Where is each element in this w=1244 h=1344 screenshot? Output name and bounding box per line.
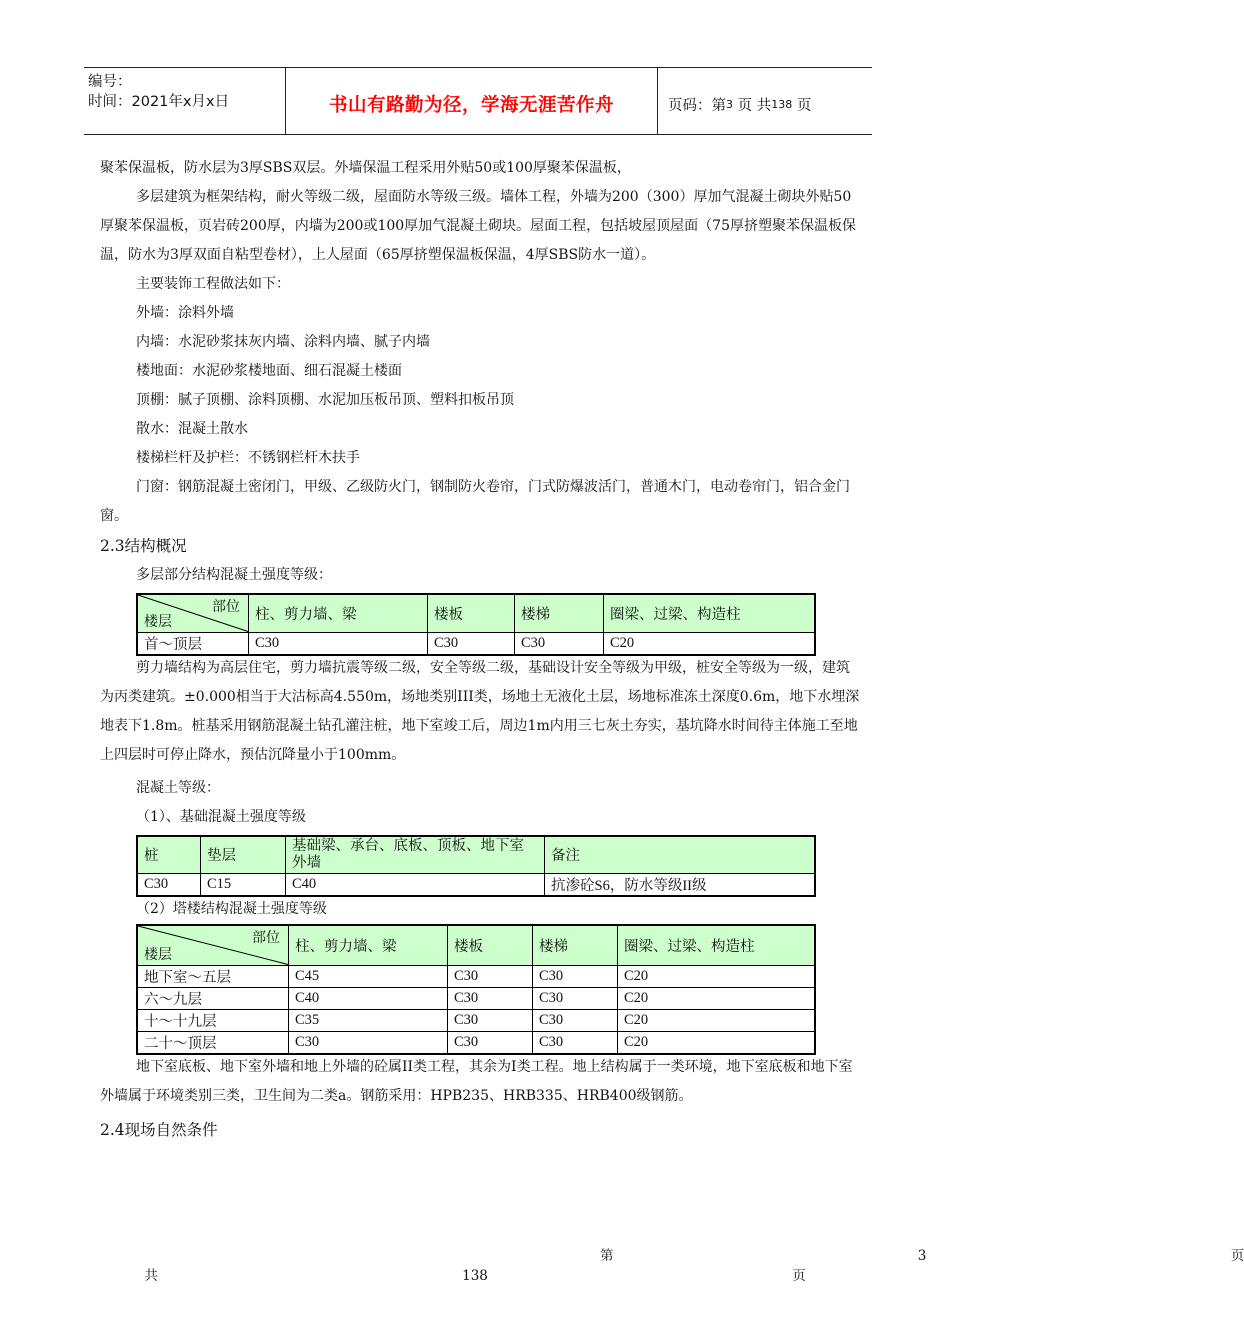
paragraph: 外墙：涂料外墙: [136, 305, 234, 321]
table-cell: C30: [533, 987, 618, 1009]
table-cell: C30: [448, 1009, 533, 1031]
section-heading: 2.4现场自然条件: [100, 1120, 218, 1139]
header-cell: 柱、剪力墙、梁: [249, 594, 428, 632]
table-cell: C20: [618, 1009, 816, 1031]
table-cell: C30: [533, 1031, 618, 1054]
corner-top-label: 部位: [252, 931, 280, 946]
header-cell: 备注: [545, 836, 816, 874]
paragraph: 楼梯栏杆及护栏：不锈钢栏杆木扶手: [136, 450, 360, 466]
page-header: [84, 67, 872, 135]
header-cell: 基础梁、承台、底板、顶板、地下室外墙: [286, 836, 545, 874]
table-row: [137, 1031, 815, 1054]
header-cell: 楼板: [428, 594, 515, 632]
paragraph: 多层建筑为框架结构，耐火等级二级，屋面防水等级三级。墙体工程，外墙为200（300）厚加气混凝土砌块外贴50厚聚苯保温板，页岩砖200厚，内墙为200或100厚加气混凝土砌块。屋面工程，包括坡屋顶屋面（75厚挤塑聚苯保温板保温，防水为3厚双面自粘型卷材），上人屋面（65厚挤塑保温板保温，4厚SBS防水一道）。: [100, 189, 856, 263]
header-cell: 垫层: [201, 836, 286, 874]
table-header-row: [137, 836, 815, 874]
table-cell: C20: [604, 632, 816, 655]
table-multistory-concrete: [136, 593, 816, 656]
table-cell: C30: [448, 1031, 533, 1054]
table-cell: C30: [448, 987, 533, 1009]
footer-page-total: 138: [462, 1268, 488, 1284]
table-cell: C40: [286, 874, 545, 897]
table-cell: 二十～顶层: [137, 1031, 289, 1054]
header-page-total: 138: [771, 97, 793, 111]
page-footer: 第 3 页 共 138 页: [144, 1248, 1244, 1284]
table-header-row: [137, 594, 815, 632]
table-cell: 抗渗砼S6，防水等级II级: [545, 874, 816, 897]
header-cell: 楼板: [448, 925, 533, 965]
header-page-number: 3: [726, 97, 733, 111]
table-caption: 多层部分结构混凝土强度等级：: [136, 567, 332, 583]
header-page-info: 页码：第 3 页 共 138 页: [668, 97, 812, 114]
table-cell: C30: [515, 632, 604, 655]
header-cell: 圈梁、过梁、构造柱: [604, 594, 816, 632]
table-cell: 地下室～五层: [137, 965, 289, 987]
corner-top-label: 部位: [212, 600, 240, 615]
table-header-row: [137, 925, 815, 965]
paragraph: 剪力墙结构为高层住宅，剪力墙抗震等级二级，安全等级二级，基础设计安全等级为甲级，桩安全等级为一级，建筑为丙类建筑。±0.000相当于大沽标高4.550m，场地类别III类，场地土无液化土层，场地标准冻土深度0.6m，地下水埋深地表下1.8m。桩基采用钢筋混凝土钻孔灌注桩，地下室竣工后，周边1m内用三七灰土夯实，基坑降水时间待主体施工至地上四层时可停止降水，预估沉降量小于100mm。: [100, 659, 860, 763]
header-cell: 柱、剪力墙、梁: [289, 925, 448, 965]
paragraph: 楼地面：水泥砂浆楼地面、细石混凝土楼面: [136, 363, 402, 379]
header-cell: 楼梯: [515, 594, 604, 632]
table-cell: C20: [618, 965, 816, 987]
table-cell: 首～顶层: [137, 632, 249, 655]
table-cell: C30: [533, 965, 618, 987]
table-cell: C45: [289, 965, 448, 987]
table-cell: C30: [249, 632, 428, 655]
paragraph: 散水：混凝土散水: [136, 421, 248, 437]
table-cell: C30: [289, 1031, 448, 1054]
table-cell: 十～十九层: [137, 1009, 289, 1031]
table-row: [137, 874, 815, 897]
table-corner-cell: [137, 594, 249, 632]
sub-heading: 混凝土等级：: [136, 779, 220, 796]
table-tower-concrete: [136, 924, 816, 1055]
table-row: [137, 965, 815, 987]
section-heading: 2.3结构概况: [100, 537, 187, 555]
paragraph: 聚苯保温板，防水层为3厚SBS双层。外墙保温工程采用外贴50或100厚聚苯保温板，: [100, 160, 631, 176]
table-foundation-concrete: [136, 835, 816, 898]
paragraph: 内墙：水泥砂浆抹灰内墙、涂料内墙、腻子内墙: [136, 334, 430, 350]
table-cell: 六～九层: [137, 987, 289, 1009]
table-row: [137, 632, 815, 655]
paragraph: 主要装饰工程做法如下：: [136, 276, 290, 292]
header-date-label: 时间：2021年x月x日: [88, 94, 230, 110]
table-cell: C20: [618, 987, 816, 1009]
table-cell: C30: [448, 965, 533, 987]
header-cell: 楼梯: [533, 925, 618, 965]
header-meta: [84, 68, 286, 134]
table-caption: （1）、基础混凝土强度等级: [136, 808, 306, 825]
corner-bottom-label: 楼层: [144, 947, 172, 963]
header-cell: 桩: [137, 836, 201, 874]
header-number-label: 编号：: [88, 74, 132, 90]
table-caption: （2）塔楼结构混凝土强度等级: [136, 901, 327, 917]
table-row: [137, 1009, 815, 1031]
footer-page-number: 3: [917, 1248, 927, 1264]
table-cell: C35: [289, 1009, 448, 1031]
header-motto: 书山有路勤为径，学海无涯苦作舟: [286, 68, 658, 134]
header-cell: 圈梁、过梁、构造柱: [618, 925, 816, 965]
table-row: [137, 987, 815, 1009]
table-cell: C30: [533, 1009, 618, 1031]
corner-bottom-label: 楼层: [144, 614, 172, 630]
table-cell: C40: [289, 987, 448, 1009]
table-corner-cell: [137, 925, 289, 965]
table-cell: C15: [201, 874, 286, 897]
paragraph: 顶棚：腻子顶棚、涂料顶棚、水泥加压板吊顶、塑料扣板吊顶: [136, 392, 514, 408]
table-cell: C30: [428, 632, 515, 655]
table-cell: C20: [618, 1031, 816, 1054]
paragraph: 门窗：钢筋混凝土密闭门，甲级、乙级防火门，钢制防火卷帘，门式防爆波活门，普通木门，电动卷帘门，铝合金门窗。: [100, 479, 850, 524]
table-cell: C30: [137, 874, 201, 897]
paragraph: 地下室底板、地下室外墙和地上外墙的砼属II类工程，其余为I类工程。地上结构属于一类环境，地下室底板和地下室外墙属于环境类别三类，卫生间为二类a。钢筋采用：HPB235、HRB335、HRB400级钢筋。: [100, 1058, 853, 1104]
page-content: [100, 154, 860, 1145]
